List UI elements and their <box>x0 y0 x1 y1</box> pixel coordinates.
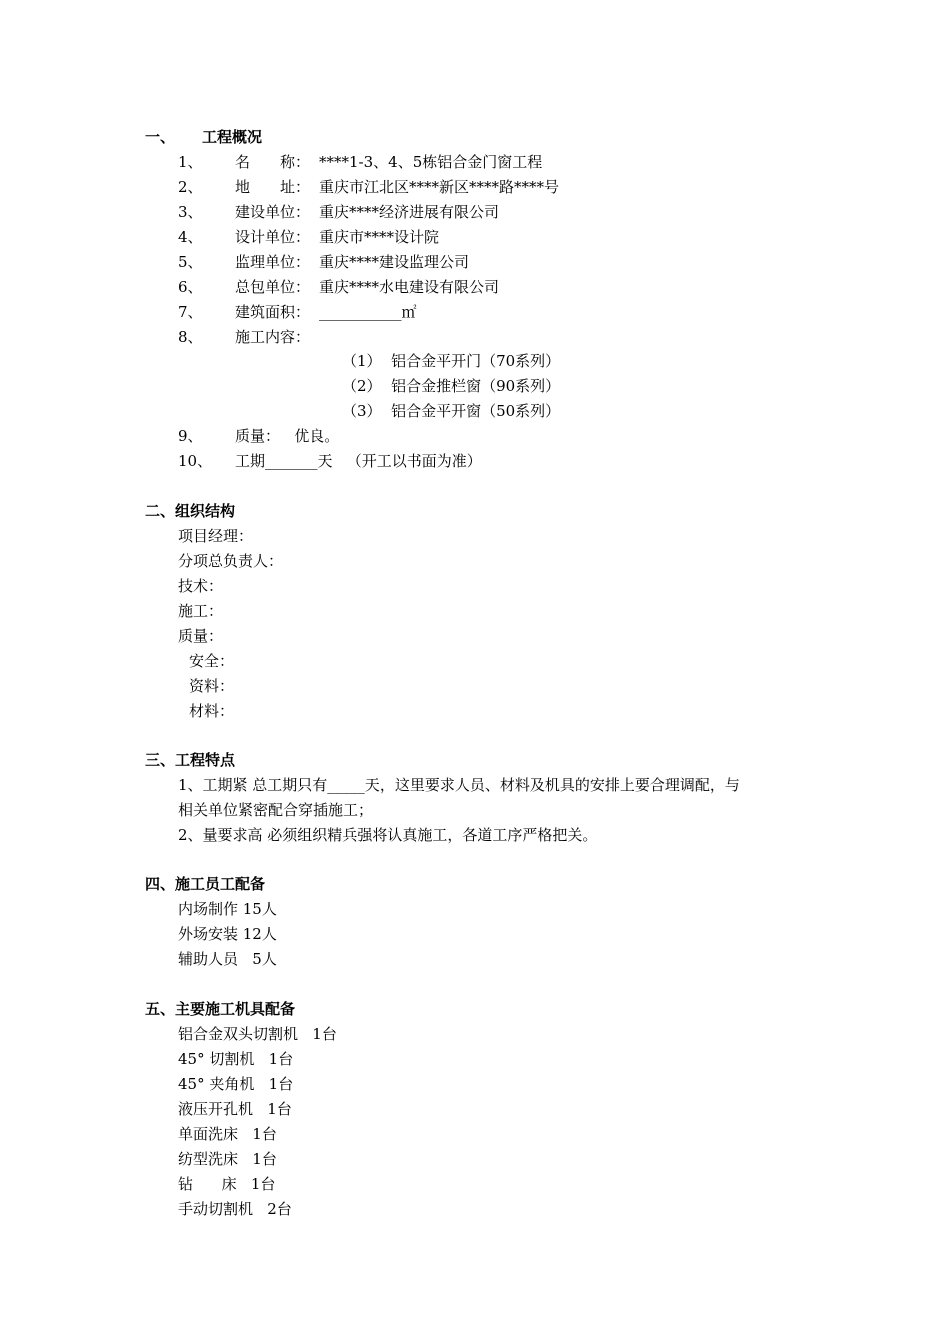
section-1-number: 一、 <box>145 128 176 146</box>
feature-paragraph-1-cont: 相关单位紧密配合穿插施工； <box>178 801 374 819</box>
section-4-title: 四、施工员工配备 <box>145 875 266 893</box>
item-label: 地 址： <box>235 178 311 196</box>
org-role: 项目经理： <box>178 527 254 545</box>
item-label: 总包单位： <box>235 278 311 296</box>
item-number: 6、 <box>178 278 203 296</box>
item-value: 重庆市江北区****新区****路****号 <box>319 178 560 196</box>
org-role: 质量： <box>178 627 224 645</box>
item-value: ****1-3、4、5栋铝合金门窗工程 <box>319 153 543 171</box>
item-label: 施工内容： <box>235 328 311 346</box>
item-number: 1、 <box>178 153 203 171</box>
staff-item: 内场制作 15人 <box>178 900 277 918</box>
section-2-title: 二、组织结构 <box>145 502 236 520</box>
equipment-item: 钻 床 1台 <box>178 1175 276 1193</box>
item-value: 重庆****经济进展有限公司 <box>319 203 500 221</box>
item-label: 设计单位： <box>235 228 311 246</box>
item-value: 重庆市****设计院 <box>319 228 440 246</box>
item-number: 7、 <box>178 303 203 321</box>
duration-item: 工期_______天 （开工以书面为准） <box>235 452 482 470</box>
item-label: 建筑面积： <box>235 303 311 321</box>
item-number: 9、 <box>178 427 203 445</box>
staff-item: 外场安装 12人 <box>178 925 277 943</box>
item-value: 重庆****建设监理公司 <box>319 253 470 271</box>
org-role: 资料： <box>189 677 235 695</box>
org-role: 施工： <box>178 602 224 620</box>
item-number: 2、 <box>178 178 203 196</box>
item-number: 3、 <box>178 203 203 221</box>
item-value: ___________㎡ <box>319 303 417 321</box>
item-number: 4、 <box>178 228 203 246</box>
equipment-item: 45° 夹角机 1台 <box>178 1075 294 1093</box>
equipment-item: 液压开孔机 1台 <box>178 1100 292 1118</box>
section-1-title: 工程概况 <box>202 128 263 146</box>
item-number: 8、 <box>178 328 203 346</box>
content-item: （1） 铝合金平开门（70系列） <box>342 352 561 370</box>
org-role: 安全： <box>189 652 235 670</box>
item-number: 10、 <box>178 452 213 470</box>
org-role: 材料： <box>189 702 235 720</box>
item-label: 名 称： <box>235 153 311 171</box>
item-label: 建设单位： <box>235 203 311 221</box>
content-item: （2） 铝合金推栏窗（90系列） <box>342 377 561 395</box>
org-role: 技术： <box>178 577 224 595</box>
section-3-title: 三、工程特点 <box>145 751 236 769</box>
feature-paragraph-2: 2、量要求高 必须组织精兵强将认真施工，各道工序严格把关。 <box>178 826 598 844</box>
equipment-item: 纺型洗床 1台 <box>178 1150 277 1168</box>
staff-item: 辅助人员 5人 <box>178 950 277 968</box>
equipment-item: 铝合金双头切割机 1台 <box>178 1025 337 1043</box>
item-value: 重庆****水电建设有限公司 <box>319 278 500 296</box>
feature-paragraph-1: 1、工期紧 总工期只有_____天，这里要求人员、材料及机具的安排上要合理调配，与 <box>178 776 740 794</box>
equipment-item: 手动切割机 2台 <box>178 1200 292 1218</box>
item-label: 监理单位： <box>235 253 311 271</box>
item-number: 5、 <box>178 253 203 271</box>
content-item: （3） 铝合金平开窗（50系列） <box>342 402 561 420</box>
section-5-title: 五、主要施工机具配备 <box>145 1000 296 1018</box>
org-role: 分项总负责人： <box>178 552 284 570</box>
equipment-item: 单面洗床 1台 <box>178 1125 277 1143</box>
equipment-item: 45° 切割机 1台 <box>178 1050 294 1068</box>
quality-item: 质量： 优良。 <box>235 427 340 445</box>
